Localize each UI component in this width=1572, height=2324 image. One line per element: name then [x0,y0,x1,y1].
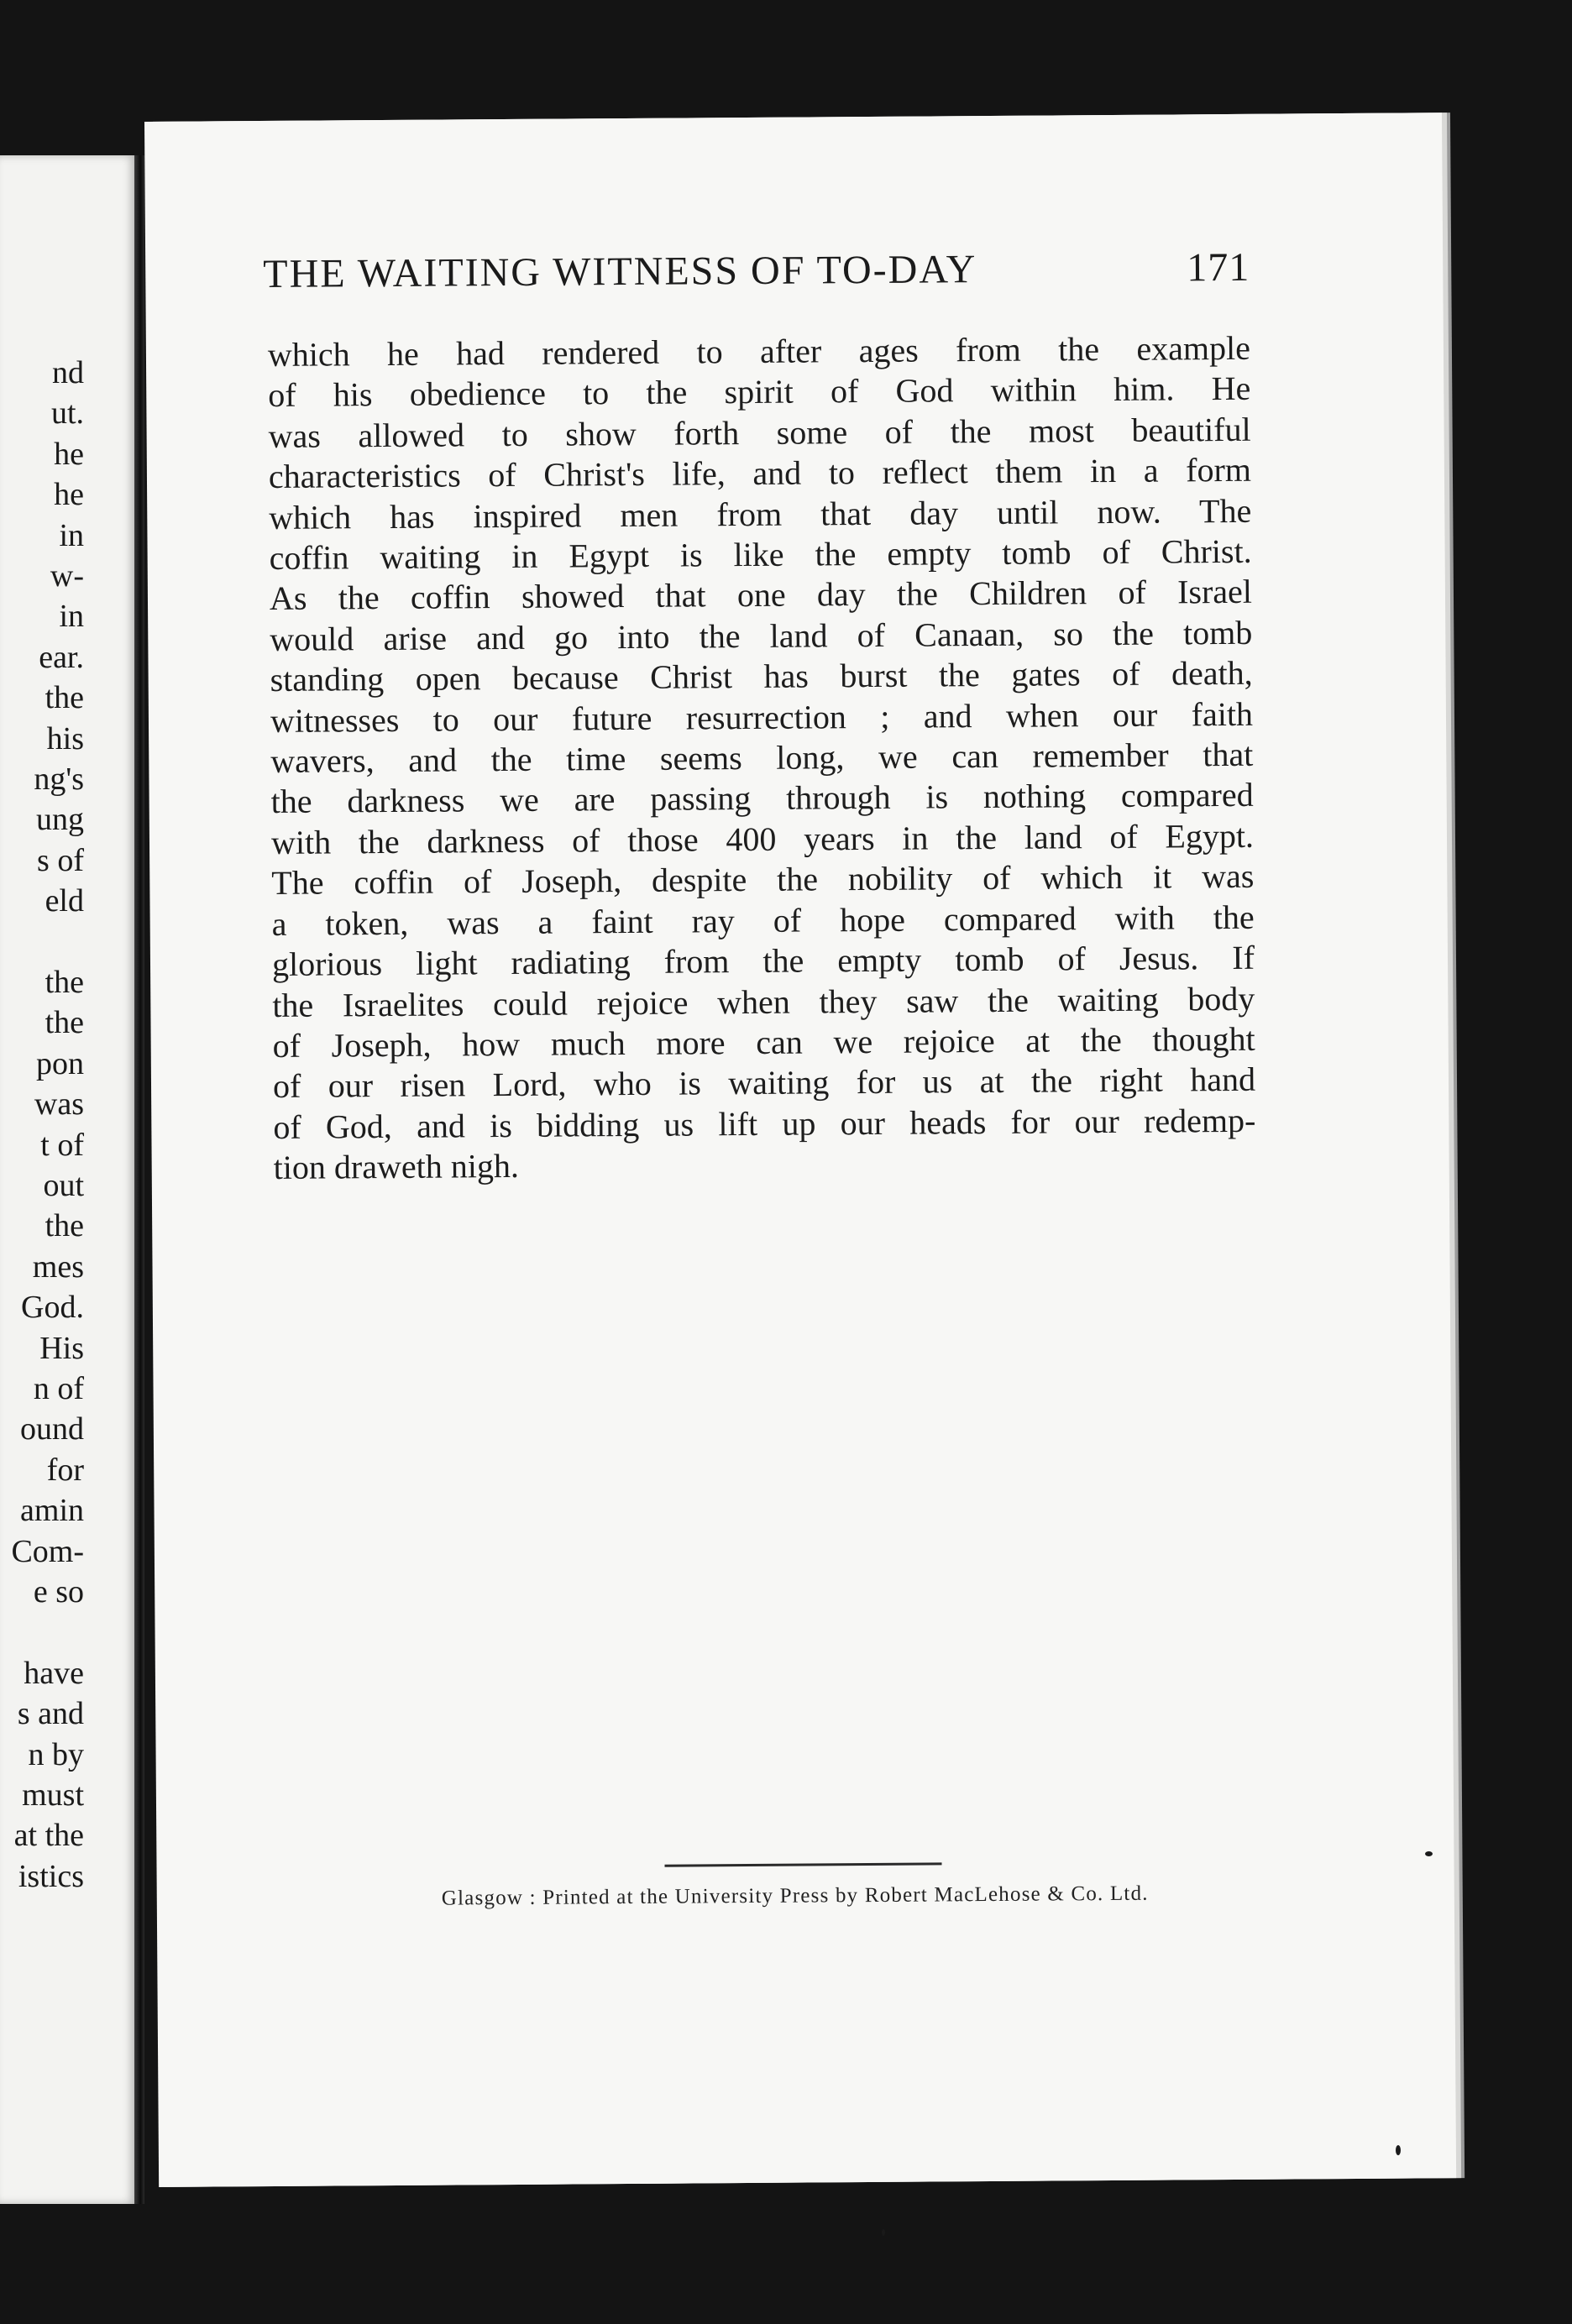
body-line: The coffin of Joseph, despite the nobility of which it was [271,857,1255,903]
left-page-text-fragment: s and [17,1696,84,1732]
left-page-text-fragment: nd [52,355,84,390]
body-line: the Israelites could rejoice when they saw the waiting body [272,979,1255,1024]
left-page-text-fragment: he [54,477,84,513]
left-page-text-fragment: his [46,720,84,756]
footer-rule [665,1862,942,1866]
body-text [268,328,1256,1189]
body-line: with the darkness of those 400 years in the land of Egypt. [270,816,1255,861]
body-line: glorious light radiating from the empty tomb of Jesus. If [271,938,1255,984]
body-line: a token, was a faint ray of hope compared with the [271,898,1255,943]
left-page-text-fragment: mes [32,1248,84,1285]
body-line: witnesses to our future resurrection ; and when our faith [270,694,1254,740]
body-line: As the coffin showed that one day the Children of Israel [269,573,1253,618]
left-page-text-fragment: for [46,1452,84,1488]
left-page-text-fragment: in [59,517,84,553]
scan-speck [882,2229,885,2236]
left-page-text-fragment: was [34,1086,84,1123]
body-line: coffin waiting in Egypt is like the empty tomb of Christ. [269,531,1252,578]
body-line: was allowed to show forth some of the most beautiful [268,410,1251,455]
left-page-text-fragment: eld [45,883,84,919]
left-page-text-fragment: at the [13,1818,84,1854]
body-line: which has inspired men from that day until now. The [269,491,1252,537]
body-line: would arise and go into the land of Canaan, so the tomb [270,613,1253,658]
left-page-text-fragment: out [43,1168,84,1203]
body-line: which he had rendered to after ages from the example [267,328,1251,374]
left-page-text-fragment: the [45,680,84,716]
scan-speck [1396,2145,1401,2155]
left-page-text-fragment: the [45,1005,84,1041]
left-page-text-fragment: n by [28,1736,84,1772]
scan-speck [1425,1851,1433,1856]
left-page-fragment [0,155,136,2204]
left-page-text-fragment: ound [20,1411,84,1447]
body-line: characteristics of Christ's life, and to reflect them in a form [268,451,1252,496]
left-page-text-fragment: the [45,965,84,1000]
left-page-text-fragment: ung [36,802,84,838]
left-page-text-fragment: God. [21,1290,84,1326]
left-page-text-fragment: amin [20,1493,84,1529]
left-page-text-fragment: s of [37,842,84,878]
left-page-text-fragment: must [22,1777,84,1813]
body-line: of God, and is bidding us lift up our heads for our redemp- [273,1101,1256,1146]
printer-imprint: Glasgow : Printed at the University Press by Robert MacLehose & Co. Ltd. [441,1882,1149,1910]
left-page-text-fragment: t of [40,1127,84,1163]
left-page-text-fragment: ut. [50,395,84,432]
left-page-text-fragment: Com- [11,1533,84,1569]
left-page-text-fragment: His [39,1330,84,1366]
left-page-text-fragment: the [45,1208,84,1244]
left-page-text-fragment: n of [33,1371,84,1406]
left-page-text-fragment: ear. [39,639,84,675]
book-page [144,113,1456,2187]
left-page-text-fragment: pon [36,1045,84,1081]
left-page-text-fragment: e so [33,1574,84,1610]
body-line: of his obedience to the spirit of God within him. He [268,369,1251,415]
left-page-text-fragment: ng's [34,762,84,797]
left-page-text-fragment: istics [18,1858,84,1894]
running-head [263,244,1250,297]
page-number: 171 [1187,244,1250,290]
body-line: of our risen Lord, who is waiting for us at the right hand [272,1060,1256,1106]
body-line: standing open because Christ has burst the gates of death, [270,654,1253,699]
body-line: the darkness we are passing through is nothing compared [270,776,1254,821]
left-page-text-fragment: in [59,599,84,635]
body-line: tion draweth nigh. [273,1147,520,1187]
left-page-text-fragment: w- [50,558,84,594]
running-head-title: THE WAITING WITNESS OF TO-DAY [263,247,977,297]
left-page-text-fragment: he [54,436,84,472]
left-page-text-fragment: have [24,1655,84,1691]
book-gutter [134,155,144,2204]
body-line: wavers, and the time seems long, we can remember that [270,735,1254,781]
body-line: of Joseph, how much more can we rejoice at the thought [272,1019,1255,1065]
